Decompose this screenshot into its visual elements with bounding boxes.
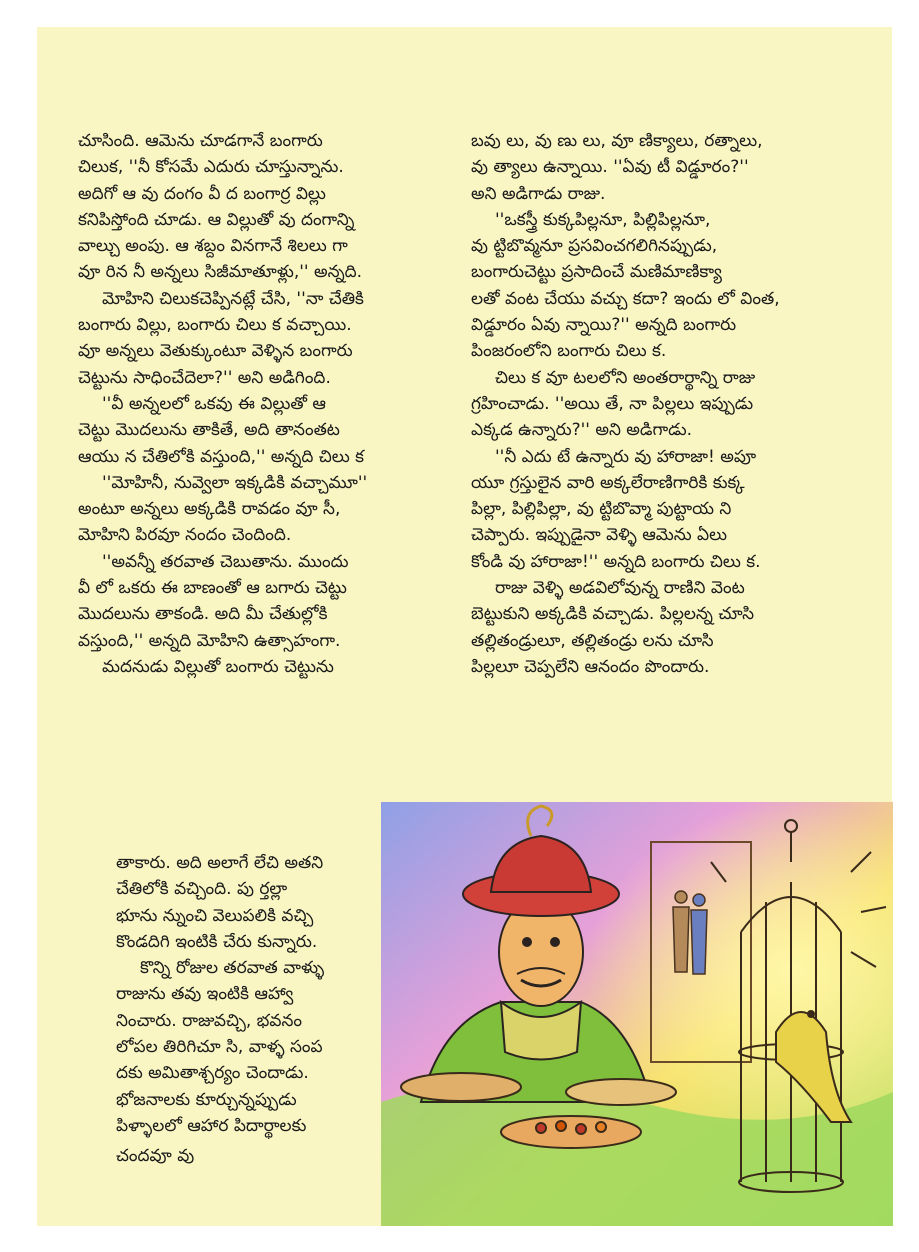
text-line: బంగారు విల్లు, బంగారు చిలు క వచ్చాయి.	[78, 315, 352, 336]
text-line: కొండదిగి ఇంటికి చేరు కున్నారు.	[116, 931, 318, 952]
text-line: అంటూ అన్నలు అక్కడికి రావడం వూ సీ,	[78, 499, 341, 520]
text-line: నించారు. రాజువచ్చి, భవనం	[116, 1010, 303, 1031]
text-line: రాజు వెళ్ళి అడవిలోవున్న రాణిని వెంట	[495, 578, 745, 599]
text-line: వు ట్టిబొవ్మనూ ప్రసవించగలిగినప్పుడు,	[471, 236, 718, 257]
text-line: చిలుక, ''నీ కోసమే ఎదురు చూస్తున్నాను.	[78, 157, 344, 178]
text-line: చెప్పారు. ఇప్పుడైనా వెళ్ళి ఆమెను ఏలు	[471, 525, 728, 546]
text-line: మోహిని చిలుకచెప్పినట్లే చేసి, ''నా చేతికి	[102, 288, 364, 309]
text-line: కనిపిస్తోంది చూడు. ఆ విల్లుతో వు దంగాన్ని	[78, 209, 355, 230]
text-line: పిళ్ళాలలో ఆహార పిదార్థాలకు	[116, 1115, 307, 1136]
text-line: చెట్టును సాధించేదెలా?'' అని అడిగింది.	[78, 367, 331, 388]
text-line: లతో వంట చేయు వచ్చు కదా? ఇందు లో వింత,	[471, 288, 780, 309]
text-line: బవు లు, వు ణు లు, వూ ణిక్యాలు, రత్నాలు,	[471, 131, 763, 151]
text-line: ఆయు న చేతిలోకి వస్తుంది,'' అన్నది చిలు క	[78, 446, 365, 467]
left-text-column	[78, 128, 453, 680]
text-line: వీ లో ఒకరు ఈ బాణంతో ఆ బగారు చెట్టు	[78, 578, 347, 599]
text-line: వూ రిన నీ అన్నలు సిజీమాతూళ్లు,'' అన్నది.	[78, 262, 362, 283]
text-line: ''అవన్నీ తరవాత చెబుతాను. ముందు	[102, 551, 349, 572]
text-line: మదనుడు విల్లుతో బంగారు చెట్టును	[102, 656, 334, 677]
text-line: అదిగో ఆ వు దంగం వీ ద బంగార్ర విల్లు	[78, 183, 326, 204]
text-line: భోజనాలకు కూర్చున్నప్పుడు	[116, 1089, 297, 1110]
text-line: బంగారుచెట్టు ప్రసాదించే మణిమాణిక్యా	[471, 262, 722, 283]
right-text-column	[471, 128, 851, 680]
text-line: మొదలును తాకండి. అది మీ చేతుల్లోకి	[78, 604, 328, 625]
text-line: దకు అమితాశ్చర్యం చెందాడు.	[116, 1063, 309, 1084]
text-line: ''నీ ఎదు టే ఉన్నారు వు హారాజా! అపూ	[495, 446, 757, 467]
text-line: ఎక్కడ ఉన్నారు?'' అని అడిగాడు.	[471, 420, 692, 441]
text-line: ''మోహినీ, నువ్వెలా ఇక్కడికి వచ్చామూ''	[102, 472, 368, 493]
text-line: పిల్లలూ చెప్పలేని ఆనందం పొందారు.	[471, 656, 710, 677]
text-line: భూను న్నుంచి వెలుపలికి వచ్చి	[116, 905, 314, 926]
text-line: వస్తుంది,'' అన్నది మోహిని ఉత్సాహంగా.	[78, 630, 341, 651]
text-line: బెట్టుకుని అక్కడికి వచ్చాడు. పిల్లలన్న చూసి	[471, 604, 755, 625]
text-line: చూసింది. ఆమెను చూడగానే బంగారు	[78, 131, 323, 151]
text-line: ''వీ అన్నలలో ఒకవు ఈ విల్లుతో ఆ	[102, 393, 326, 414]
text-line: వు త్యాలు ఉన్నాయి. ''ఏవు టీ విడ్డూరం?''	[471, 157, 749, 178]
text-line: చిలు క వూ టలలోని అంతరార్థాన్ని రాజు	[495, 367, 756, 388]
text-line: కోండి వు హారాజా!'' అన్నది బంగారు చిలు క.	[471, 551, 761, 572]
text-line: తల్లితండ్రులూ, తల్లితండ్రు లను చూసి	[471, 630, 714, 651]
text-line: గ్రహించాడు. ''అయి తే, నా పిల్లలు ఇప్పుడు	[471, 393, 754, 414]
bottom-left-text-column	[116, 850, 386, 1139]
footer-text: చందవూ వు	[116, 1146, 195, 1166]
text-line: లోపల తిరిగిచూ సి, వాళ్ళ సంప	[116, 1037, 323, 1058]
text-line: వాల్చు అంపు. ఆ శబ్దం వినగానే శిలలు గా	[78, 236, 348, 257]
text-line: పింజరంలోని బంగారు చిలు క.	[471, 341, 667, 362]
text-line: మోహిని పిరవూ నందం చెందింది.	[78, 525, 292, 546]
text-line: ''ఒకస్త్రీ కుక్కపిల్లనూ, పిల్లిపిల్లనూ,	[495, 209, 711, 230]
text-line: విడ్డూరం ఏవు న్నాయి?'' అన్నది బంగారు	[471, 315, 737, 336]
text-line: వూ అన్నలు వెతుక్కుంటూ వెళ్ళిన బంగారు	[78, 341, 353, 362]
text-line: చేతిలోకి వచ్చింది. పు ర్తల్లా	[116, 879, 288, 900]
text-line: కొన్ని రోజుల తరవాత వాళ్ళు	[140, 958, 325, 979]
text-line: యూ గ్రస్తులైన వారి అక్కలేరాణిగారికి కుక్క	[471, 472, 745, 493]
text-line: అని అడిగాడు రాజు.	[471, 183, 606, 204]
text-line: తాకారు. అది అలాగే లేచి అతని	[116, 853, 324, 873]
text-line: రాజును తవు ఇంటికి ఆహ్వా	[116, 984, 294, 1005]
story-illustration	[381, 802, 893, 1226]
text-line: పిల్లా, పిల్లిపిల్లా, వు ట్టిబొవ్మా పుట్టాయ ని	[471, 499, 732, 520]
text-line: చెట్టు మొదలును తాకితే, అది తానంతట	[78, 420, 340, 441]
